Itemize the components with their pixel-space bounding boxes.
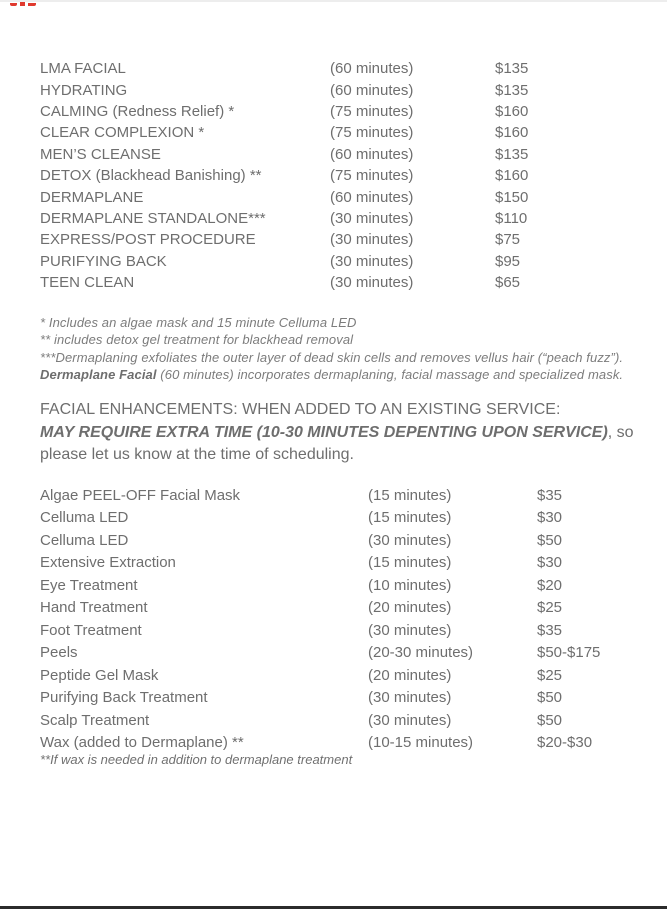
service-duration: (10 minutes)	[368, 576, 452, 594]
service-name: CALMING (Redness Relief) *	[40, 102, 235, 120]
service-price: $135	[495, 60, 529, 78]
service-row	[40, 687, 657, 710]
service-duration: (30 minutes)	[368, 711, 452, 729]
service-duration: (60 minutes)	[330, 60, 414, 78]
service-price: $35	[537, 486, 563, 504]
service-name: Foot Treatment	[40, 621, 142, 639]
service-price: $110	[495, 209, 528, 227]
service-duration: (30 minutes)	[368, 689, 452, 707]
enhancements-list	[40, 484, 657, 754]
service-duration: (10-15 minutes)	[368, 734, 474, 752]
service-duration: (15 minutes)	[368, 554, 452, 572]
service-name: Peptide Gel Mask	[40, 666, 159, 684]
service-duration: (75 minutes)	[330, 102, 414, 120]
service-name: DERMAPLANE	[40, 188, 144, 206]
service-price: $20-$30	[537, 734, 593, 752]
footnote-bold-term: Dermaplane Facial	[40, 366, 157, 382]
service-price: $25	[537, 599, 563, 617]
facial-services-list	[40, 58, 657, 293]
service-price: $30	[537, 554, 563, 572]
service-duration: (60 minutes)	[330, 81, 414, 99]
service-row	[40, 484, 657, 507]
service-duration: (30 minutes)	[330, 252, 414, 270]
enhancements-heading-line3: please let us know at the time of scheduling.	[40, 446, 354, 463]
service-duration: (30 minutes)	[330, 209, 414, 227]
service-duration: (30 minutes)	[330, 231, 414, 249]
service-row	[40, 529, 657, 552]
service-row	[40, 552, 657, 575]
service-row	[40, 664, 657, 687]
service-name: MEN’S CLEANSE	[40, 145, 161, 163]
service-name: Wax (added to Dermaplane) **	[40, 734, 244, 752]
enhancements-heading-line2-rest: , so	[607, 423, 634, 441]
enhancements-heading-emphasis: MAY REQUIRE EXTRA TIME (10-30 MINUTES DEPENTING UPON SERVICE)	[40, 423, 608, 441]
service-name: Purifying Back Treatment	[40, 689, 208, 707]
cutoff-red-mark	[10, 1, 38, 6]
service-duration: (20 minutes)	[368, 666, 452, 684]
enhancements-heading-line2	[40, 422, 647, 445]
service-price: $50	[537, 689, 563, 707]
service-duration: (30 minutes)	[368, 621, 452, 639]
service-price: $50-$175	[537, 644, 601, 662]
service-row	[40, 101, 657, 122]
footnote-line: ** includes detox gel treatment for blackhead removal	[40, 332, 354, 348]
service-name: Extensive Extraction	[40, 554, 176, 572]
service-row	[40, 619, 657, 642]
service-price: $135	[495, 145, 529, 163]
footnote-line	[40, 366, 647, 383]
service-row	[40, 574, 657, 597]
service-duration: (30 minutes)	[368, 531, 452, 549]
service-name: Celluma LED	[40, 509, 129, 527]
service-price: $135	[495, 81, 529, 99]
service-price: $75	[495, 231, 521, 249]
enhancements-heading-line1: FACIAL ENHANCEMENTS: WHEN ADDED TO AN EXISTING SERVICE:	[40, 401, 561, 418]
service-row	[40, 272, 657, 293]
service-name: Hand Treatment	[40, 599, 148, 617]
footnote-line: * Includes an algae mask and 15 minute Celluma LED	[40, 315, 357, 330]
service-name: CLEAR COMPLEXION *	[40, 124, 205, 142]
service-row	[40, 507, 657, 530]
service-price: $160	[495, 124, 529, 142]
service-price: $35	[537, 621, 563, 639]
service-name: Scalp Treatment	[40, 711, 150, 729]
service-name: PURIFYING BACK	[40, 252, 167, 270]
service-row	[40, 642, 657, 665]
enhancements-heading	[40, 399, 647, 467]
service-duration: (75 minutes)	[330, 167, 414, 185]
service-row	[40, 79, 657, 100]
service-price: $160	[495, 167, 529, 185]
service-price: $160	[495, 102, 529, 120]
service-duration: (60 minutes)	[330, 188, 414, 206]
service-row	[40, 144, 657, 165]
service-name: DETOX (Blackhead Banishing) **	[40, 167, 262, 185]
service-duration: (20-30 minutes)	[368, 644, 474, 662]
service-name: HYDRATING	[40, 81, 128, 99]
page-top-edge	[0, 0, 667, 2]
service-row	[40, 165, 657, 186]
service-row	[40, 208, 657, 229]
footnote-line-rest: (60 minutes) incorporates dermaplaning, facial massage and specialized mask.	[156, 366, 624, 382]
service-name: LMA FACIAL	[40, 60, 126, 78]
service-name: Eye Treatment	[40, 576, 138, 594]
service-name: Peels	[40, 644, 78, 662]
service-duration: (15 minutes)	[368, 486, 452, 504]
service-name: EXPRESS/POST PROCEDURE	[40, 231, 256, 249]
service-duration: (30 minutes)	[330, 274, 414, 292]
service-name: Celluma LED	[40, 531, 129, 549]
service-duration: (20 minutes)	[368, 599, 452, 617]
service-duration: (60 minutes)	[330, 145, 414, 163]
service-row	[40, 709, 657, 732]
service-name: Algae PEEL-OFF Facial Mask	[40, 486, 241, 504]
service-duration: (15 minutes)	[368, 509, 452, 527]
service-name: DERMAPLANE STANDALONE***	[40, 209, 266, 227]
service-name: TEEN CLEAN	[40, 274, 135, 292]
service-price: $65	[495, 274, 521, 292]
service-price: $95	[495, 252, 521, 270]
service-row	[40, 186, 657, 207]
service-price: $30	[537, 509, 563, 527]
service-price: $20	[537, 576, 563, 594]
service-row	[40, 122, 657, 143]
service-row	[40, 251, 657, 272]
service-price: $50	[537, 531, 563, 549]
service-price: $25	[537, 666, 563, 684]
service-row	[40, 597, 657, 620]
service-price: $150	[495, 188, 529, 206]
footnotes-block	[40, 314, 647, 383]
footnote-line: ***Dermaplaning exfoliates the outer layer of dead skin cells and removes vellus hair (“peach fuzz”).	[40, 349, 624, 365]
wax-footnote: **If wax is needed in addition to dermaplane treatment	[40, 752, 353, 767]
service-price: $50	[537, 711, 563, 729]
service-row	[40, 58, 657, 79]
service-row	[40, 229, 657, 250]
service-duration: (75 minutes)	[330, 124, 414, 142]
